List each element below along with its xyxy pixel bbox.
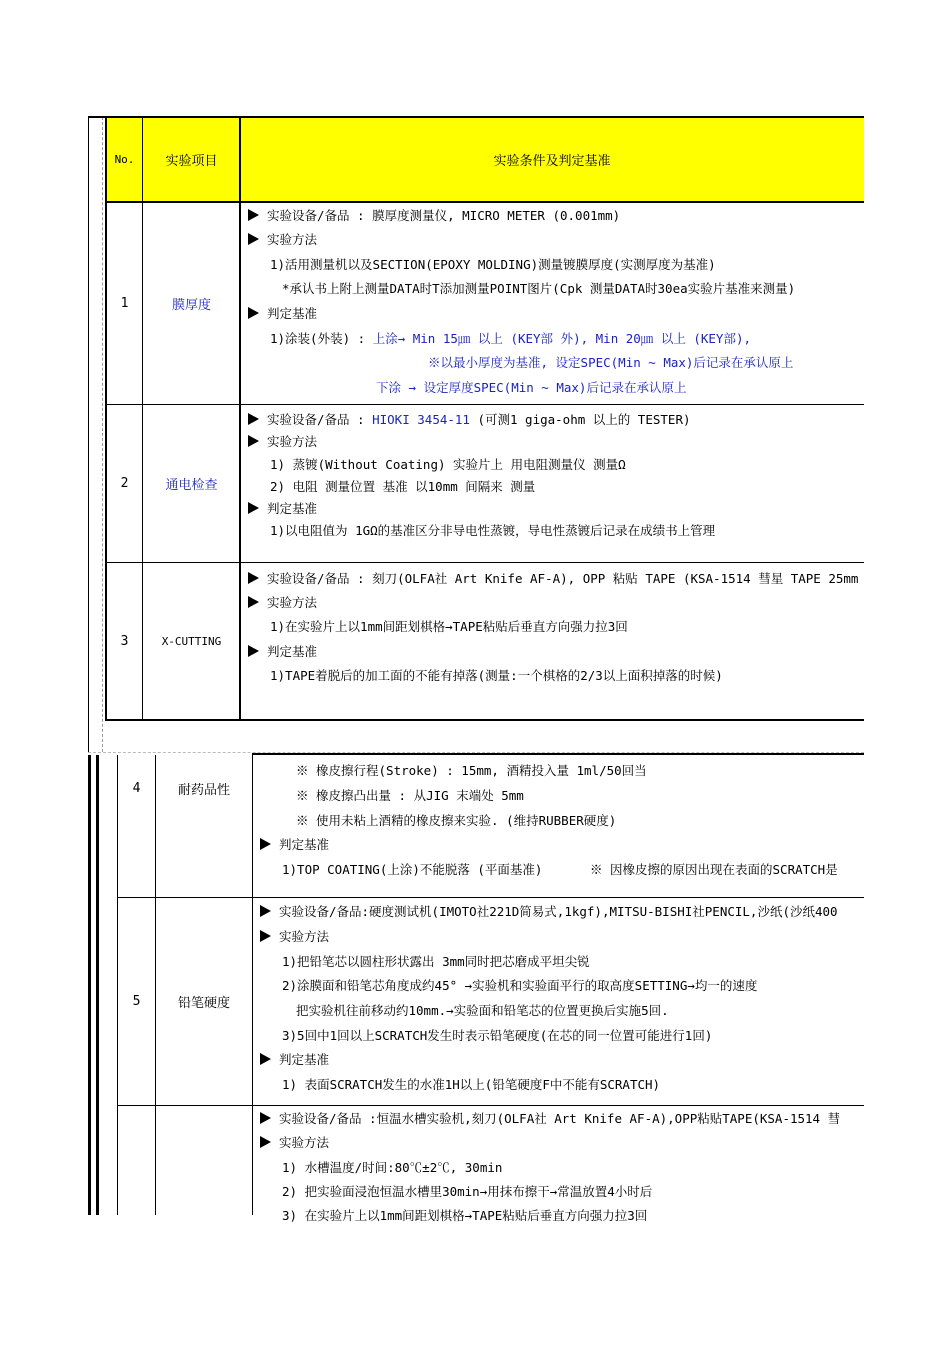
row-4-note-3: ※ 使用未粘上酒精的橡皮擦来实验. (维持RUBBER硬度)	[296, 813, 617, 828]
header-no: No.	[114, 152, 135, 166]
row-1-method-1: 1)活用测量机以及SECTION(EPOXY MOLDING)测量镀膜厚度(实测厚度为基准)	[270, 257, 716, 272]
bullet-triangle-icon	[260, 1136, 271, 1148]
row-5-method-2b: 把实验机往前移动约10mm.→实验面和铅笔芯的位置更换后实施5回.	[296, 1003, 669, 1018]
row-3-no: 3	[120, 633, 129, 649]
bullet-triangle-icon	[260, 1112, 271, 1124]
row-3-equipment: 实验设备/备品 : 刻刀(OLFA社 Art Knife AF-A), OPP 粘贴 TAPE (KSA-1514 彗星 TAPE 25mm	[267, 571, 859, 586]
row-5-criteria-title: 判定基准	[279, 1052, 330, 1067]
row-1-criteria-top: 上涂→ Min 15㎛ 以上 (KEY部 外), Min 20㎛ 以上 (KEY部),	[372, 331, 752, 346]
row-5-equipment: 实验设备/备品:硬度测试机(IMOTO社221D简易式,1kgf),MITSU-BISHI社PENCIL,沙纸(沙纸400	[279, 904, 838, 919]
row-2-no: 2	[120, 476, 129, 491]
row-6-equipment: 实验设备/备品 :恒温水槽实验机,刻刀(OLFA社 Art Knife AF-A),OPP粘贴TAPE(KSA-1514 彗	[279, 1111, 841, 1126]
row-2-method-2: 2) 电阻 测量位置 基准 以10mm 间隔来 测量	[270, 479, 536, 494]
row-3-method-1: 1)在实验片上以1mm间距划棋格→TAPE粘贴后垂直方向强力拉3回	[270, 619, 628, 634]
row-1-item: 膜厚度	[171, 298, 211, 313]
row-1-criteria-title: 判定基准	[267, 306, 318, 321]
row-2-equipment-label: 实验设备/备品 :	[267, 412, 373, 427]
row-3-criteria-1: 1)TAPE着脱后的加工面的不能有掉落(测量:一个棋格的2/3以上面积掉落的时候)	[270, 668, 723, 683]
row-5-no: 5	[132, 994, 141, 1009]
bullet-triangle-icon	[260, 930, 271, 942]
row-2-method-title: 实验方法	[267, 434, 318, 449]
bullet-triangle-icon	[260, 1053, 271, 1065]
row-2-item: 通电检查	[165, 478, 218, 493]
bullet-triangle-icon	[260, 838, 271, 850]
row-3-item: X-CUTTING	[161, 634, 222, 648]
header-item: 实验项目	[165, 153, 218, 169]
row-4-item: 耐药品性	[177, 782, 230, 798]
row-1-equipment: 实验设备/备品 : 膜厚度测量仪, MICRO METER (0.001mm)	[267, 208, 621, 223]
row-6-method-1: 1) 水槽温度/时间:80℃±2℃, 30min	[282, 1160, 503, 1175]
row-3-criteria-title: 判定基准	[267, 644, 318, 659]
row-4-criteria-note: ※ 因橡皮擦的原因出现在表面的SCRATCH是	[590, 862, 838, 877]
row-5-criteria-1: 1) 表面SCRATCH发生的水准1H以上(铅笔硬度F中不能有SCRATCH)	[282, 1077, 661, 1092]
row-6-criteria	[260, 1106, 864, 1223]
row-4-no: 4	[132, 780, 141, 796]
row-3-method-title: 实验方法	[267, 595, 318, 610]
header-criteria: 实验条件及判定基准	[493, 153, 611, 169]
row-6-method-2: 2) 把实验面浸泡恒温水槽里30min→用抹布擦干→常温放置4小时后	[282, 1184, 653, 1199]
row-5-method-title: 实验方法	[279, 929, 330, 944]
bottom-v3	[252, 755, 253, 1215]
row-5-method-2: 2)涂膜面和铅笔芯角度成约45° →实验机和实验面平行的取高度SETTING→均一的速度	[282, 978, 758, 993]
row-4-criteria	[260, 755, 864, 897]
row-6-method-title: 实验方法	[279, 1135, 330, 1150]
row-2-equipment-model: HIOKI 3454-11	[372, 412, 470, 427]
row-2-method-1: 1) 蒸镀(Without Coating) 实验片上 用电阻测量仪 测量Ω	[270, 457, 626, 472]
row-5-criteria	[260, 898, 864, 1105]
row-1-method-note: *承认书上附上测量DATA时T添加测量POINT图片(Cpk 测量DATA时30ea实验片基准来测量)	[282, 281, 796, 296]
bullet-triangle-icon	[260, 905, 271, 917]
bottom-left-border-a	[88, 755, 91, 1215]
row-2-equipment-desc: (可测1 giga-ohm 以上的 TESTER)	[469, 412, 691, 427]
row-2-criteria-title: 判定基准	[267, 501, 318, 516]
row-5-method-3: 3)5回中1回以上SCRATCH发生时表示铅笔硬度(在芯的同一位置可能进行1回)	[282, 1028, 713, 1043]
row-5-method-1: 1)把铅笔芯以圆柱形状露出 3mm同时把芯磨成平坦尖锐	[282, 954, 590, 969]
row-1-criteria-paint: 1)涂装(外装) :	[270, 331, 373, 346]
row-2-criteria-1: 1)以电阻值为 1GΩ的基准区分非导电性蒸镀，导电性蒸镀后记录在成绩书上管理	[270, 523, 716, 538]
row-4-note-1: ※ 橡皮擦行程(Stroke) : 15mm, 酒精投入量 1ml/50回当	[296, 763, 647, 778]
row-1-criteria-note: ※以最小厚度为基准, 设定SPEC(Min ~ Max)后记录在承认原上	[428, 355, 794, 370]
row-1-criteria-bottom: 下涂 → 设定厚度SPEC(Min ~ Max)后记录在承认原上	[376, 380, 687, 395]
row-1-method-title: 实验方法	[267, 232, 318, 247]
bottom-left-border-b	[96, 755, 99, 1215]
row-4-criteria-title: 判定基准	[279, 837, 330, 852]
row-4-criteria-1: 1)TOP COATING(上涂)不能脱落 (平面基准)	[282, 862, 543, 877]
row-6-method-3: 3) 在实验片上以1mm间距划棋格→TAPE粘贴后垂直方向强力拉3回	[282, 1208, 648, 1223]
row-1-no: 1	[120, 296, 129, 311]
row-5-item: 铅笔硬度	[177, 996, 230, 1011]
row-4-note-2: ※ 橡皮擦凸出量 : 从JIG 末端处 5mm	[296, 788, 524, 803]
